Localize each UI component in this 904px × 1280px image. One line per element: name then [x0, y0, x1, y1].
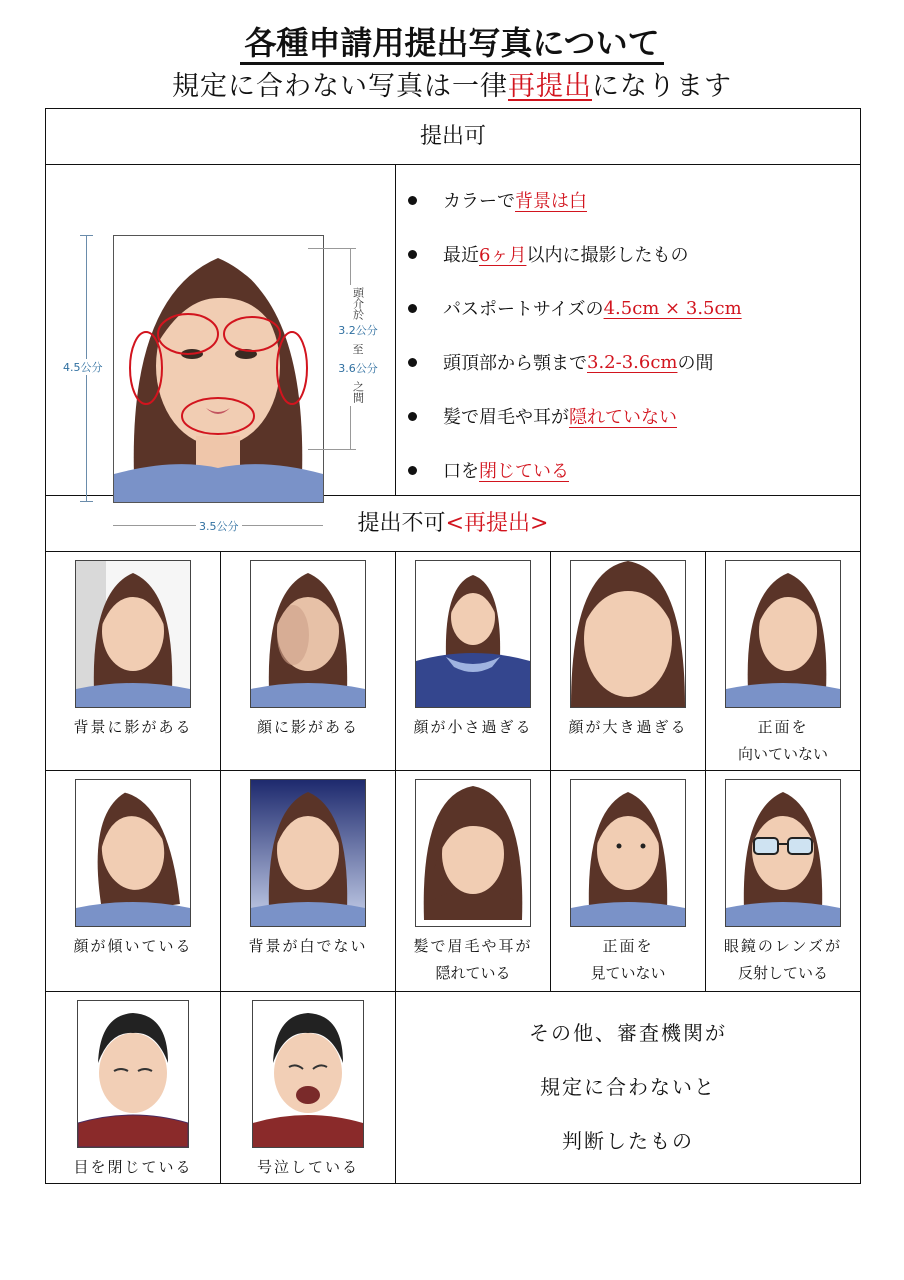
head-size-label: 頭介於 3.2公分 至 3.6公分 之間	[330, 285, 386, 406]
portrait-photo	[250, 560, 366, 708]
height-label: 4.5公分	[63, 361, 103, 374]
reject-item: 正面を 見ていない	[551, 771, 706, 991]
accepted-header: 提出可	[46, 109, 860, 165]
portrait-photo	[415, 779, 531, 927]
rule-item: 髪で眉毛や耳が 隠れていない	[396, 389, 860, 443]
page-title: 各種申請用提出写真について	[0, 18, 904, 64]
reject-item: 背景に影がある	[46, 552, 221, 770]
rule-item: カラーで 背景は白	[396, 173, 860, 227]
portrait-photo	[252, 1000, 364, 1148]
portrait-photo	[570, 779, 686, 927]
portrait-photo	[725, 560, 841, 708]
portrait-photo	[77, 1000, 189, 1148]
reject-item: 顔が小さ過ぎる	[396, 552, 551, 770]
rule-item: 最近 6ヶ月 以内に撮影したもの	[396, 227, 860, 281]
rejected-row-2	[46, 771, 860, 992]
width-label: 3.5公分	[196, 518, 242, 534]
rejected-row-1	[46, 552, 860, 771]
reject-item: 顔が大き過ぎる	[551, 552, 706, 770]
portrait-photo	[725, 779, 841, 927]
portrait-photo	[75, 560, 191, 708]
sample-photo-panel	[46, 165, 396, 533]
reject-item: 顔が傾いている	[46, 771, 221, 991]
portrait-photo	[250, 779, 366, 927]
portrait-photo	[415, 560, 531, 708]
rejected-header: 提出不可<再提出>	[46, 496, 860, 552]
photo-rules-table	[45, 108, 861, 1184]
rule-item: 頭頂部から顎まで 3.2-3.6cm の間	[396, 335, 860, 389]
accepted-rules-list	[396, 165, 860, 495]
portrait-photo	[570, 560, 686, 708]
reject-item: 髪で眉毛や耳が 隠れている	[396, 771, 551, 991]
page-subtitle: 規定に合わない写真は一律再提出になります	[172, 71, 732, 102]
reject-item: 顔に影がある	[221, 552, 396, 770]
portrait-photo	[75, 779, 191, 927]
rejected-row-3	[46, 992, 860, 1183]
other-note: その他、審査機関が 規定に合わないと 判断したもの	[529, 1021, 727, 1153]
sample-photo	[113, 235, 324, 503]
reject-item: 号泣している	[221, 992, 396, 1183]
rule-item: 口を 閉じている	[396, 443, 860, 497]
reject-item: 正面を 向いていない	[706, 552, 860, 770]
rule-item: パスポートサイズの 4.5cm × 3.5cm	[396, 281, 860, 335]
reject-item: 背景が白でない	[221, 771, 396, 991]
reject-item: 眼鏡のレンズが 反射している	[706, 771, 860, 991]
reject-item: 目を閉じている	[46, 992, 221, 1183]
